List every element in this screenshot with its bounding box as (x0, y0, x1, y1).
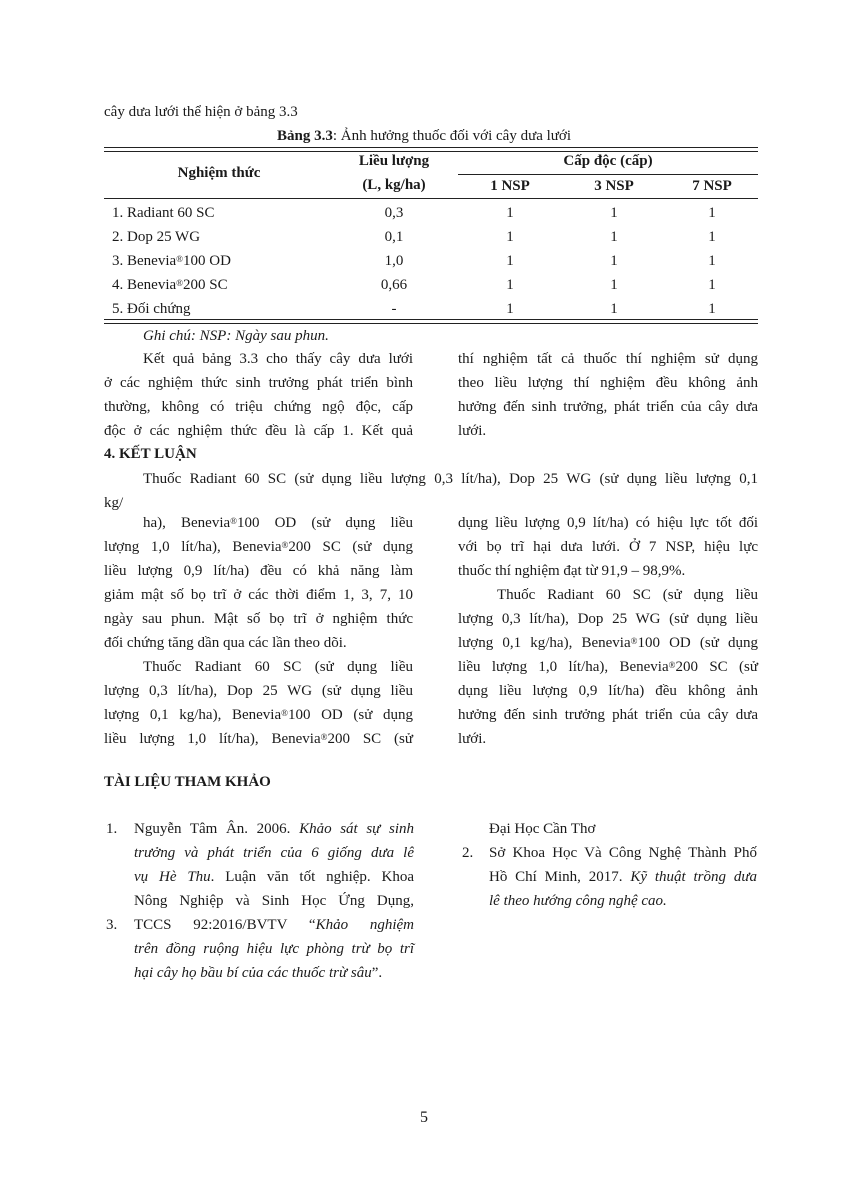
table-subheader-rule (458, 174, 758, 175)
table-cell-1nsp: 1 (506, 277, 514, 293)
conclusion-left-line: đối chứng tăng dần qua các lần theo dõi. (104, 635, 347, 651)
table-bottom-rule (104, 319, 758, 324)
table-cell-1nsp: 1 (506, 301, 514, 317)
conclusion-right-line: hưởng đến sinh trưởng phát triển của cây dưa (458, 707, 758, 723)
col-header-1nsp: 1 NSP (490, 178, 530, 194)
table-cell-3nsp: 1 (610, 253, 618, 269)
col-header-3nsp: 3 NSP (594, 178, 634, 194)
table-cell-dose: 0,1 (384, 229, 404, 245)
table-caption (0, 126, 848, 146)
col-header-grade: Cấp độc (cấp) (563, 153, 653, 169)
conclusion-left-line: lượng 0,1 kg/ha), Benevia®100 OD (sử dụng (104, 707, 413, 723)
table-caption-text: : Ảnh hưởng thuốc đối với cây dưa lưới (332, 128, 571, 144)
results-right-line: theo liều lượng thí nghiệm đều không ảnh (458, 375, 758, 391)
conclusion-right-line: dụng liều lượng 0,9 lít/ha) có hiệu lực tốt đối (458, 515, 758, 531)
conclusion-left-line: Thuốc Radiant 60 SC (sử dụng liều (143, 659, 413, 675)
table-cell-treatment: 4. Benevia®200 SC (112, 277, 228, 293)
table-cell-3nsp: 1 (610, 229, 618, 245)
table-cell-3nsp: 1 (610, 301, 618, 317)
ref1-number: 1. (106, 821, 118, 837)
table-cell-7nsp: 1 (708, 301, 716, 317)
ref3-line: trên đồng ruộng hiệu lực phòng trừ bọ trĩ (134, 941, 414, 957)
table-cell-treatment: 3. Benevia®100 OD (112, 253, 231, 269)
conclusion-right-line: lượng 0,3 lít/ha), Dop 25 WG (sử dụng liều (458, 611, 758, 627)
ref3-line: hại cây họ bầu bí của các thuốc trừ sâu”. (134, 965, 383, 981)
results-right-line: lưới. (458, 423, 487, 439)
conclusion-right-line: lượng 0,1 kg/ha), Benevia®100 OD (sử dụng (458, 635, 758, 651)
conclusion-heading: 4. KẾT LUẬN (104, 446, 197, 462)
conclusion-full-line: Thuốc Radiant 60 SC (sử dụng liều lượng 0,3 lít/ha), Dop 25 WG (sử dụng liều lượng 0,1 (143, 471, 758, 487)
conclusion-left-line: ngày sau phun. Mật số bọ trĩ ở nghiệm thức (104, 611, 413, 627)
intro-line: cây dưa lưới thể hiện ở bảng 3.3 (104, 104, 298, 120)
conclusion-left-line: lượng 0,3 lít/ha), Dop 25 WG (sử dụng liều (104, 683, 413, 699)
conclusion-left-line: liều lượng 1,0 lít/ha), Benevia®200 SC (sử (104, 731, 413, 747)
col-header-dose-line2: (L, kg/ha) (362, 177, 426, 193)
conclusion-right-line: lưới. (458, 731, 487, 747)
table-cell-3nsp: 1 (610, 205, 618, 221)
ref2-line: lê theo hướng công nghệ cao. (489, 893, 667, 909)
table-cell-7nsp: 1 (708, 229, 716, 245)
table-cell-dose: 1,0 (384, 253, 404, 269)
table-caption-label: Bảng 3.3 (276, 128, 333, 144)
col-header-7nsp: 7 NSP (692, 178, 732, 194)
table-cell-dose: 0,3 (384, 205, 404, 221)
results-right-line: hưởng đến sinh trưởng, phát triển của cây dưa (458, 399, 758, 415)
col-header-dose-line1: Liều lượng (358, 153, 430, 169)
ref1-line: Đại Học Cần Thơ (489, 821, 596, 837)
page-number: 5 (420, 1109, 428, 1126)
conclusion-left-line: liều lượng 0,9 lít/ha) đều có khả năng làm (104, 563, 413, 579)
table-cell-1nsp: 1 (506, 229, 514, 245)
conclusion-full-line-2: kg/ (104, 495, 124, 511)
conclusion-right-line: thuốc thí nghiệm đạt từ 91,9 – 98,9%. (458, 563, 686, 579)
table-cell-treatment: 2. Dop 25 WG (112, 229, 201, 245)
ref3-line: TCCS 92:2016/BVTV “Khảo nghiệm (134, 917, 414, 933)
results-left-line: ở các nghiệm thức sinh trưởng phát triển bình (104, 375, 413, 391)
table-header-rule (104, 198, 758, 199)
ref2-number: 2. (462, 845, 474, 861)
conclusion-right-line: dụng liều lượng 0,9 lít/ha) đều không ảnh (458, 683, 758, 699)
ref1-line: Nguyễn Tâm Ân. 2006. Khảo sát sự sinh (134, 821, 414, 837)
table-cell-7nsp: 1 (708, 253, 716, 269)
conclusion-right-line: liều lượng 1,0 lít/ha), Benevia®200 SC (sử (458, 659, 758, 675)
results-right-line: thí nghiệm tất cả thuốc thí nghiệm sử dụng (458, 351, 758, 367)
table-cell-7nsp: 1 (708, 277, 716, 293)
conclusion-left-line: giảm mật số bọ trĩ ở các thời điểm 1, 3, 7, 10 (104, 587, 413, 603)
results-left-line: Kết quả bảng 3.3 cho thấy cây dưa lưới (143, 351, 413, 367)
table-cell-treatment: 5. Đối chứng (112, 301, 191, 317)
table-cell-1nsp: 1 (506, 205, 514, 221)
col-header-treatment: Nghiệm thức (177, 165, 261, 181)
ref1-line: trưởng và phát triển của 6 giống dưa lê (134, 845, 414, 861)
ref3-number: 3. (106, 917, 118, 933)
table-cell-treatment: 1. Radiant 60 SC (112, 205, 215, 221)
results-left-line: thường, không có triệu chứng ngộ độc, cấp (104, 399, 413, 415)
table-cell-1nsp: 1 (506, 253, 514, 269)
ref2-line: Sở Khoa Học Và Công Nghệ Thành Phố (489, 845, 757, 861)
results-left-line: độc ở các nghiệm thức đều là cấp 1. Kết quả (104, 423, 413, 439)
conclusion-right-line: Thuốc Radiant 60 SC (sử dụng liều (497, 587, 758, 603)
table-cell-3nsp: 1 (610, 277, 618, 293)
table-cell-dose: - (391, 301, 397, 317)
conclusion-right-line: với bọ trĩ hại dưa lưới. Ở 7 NSP, hiệu lực (458, 539, 758, 555)
table-cell-7nsp: 1 (708, 205, 716, 221)
conclusion-left-line: ha), Benevia®100 OD (sử dụng liều (143, 515, 413, 531)
table-cell-dose: 0,66 (380, 277, 408, 293)
conclusion-left-line: lượng 1,0 lít/ha), Benevia®200 SC (sử dụng (104, 539, 414, 555)
ref2-line: Hồ Chí Minh, 2017. Kỹ thuật trồng dưa (489, 869, 757, 885)
ref1-line: Nông Nghiệp và Sinh Học Ứng Dụng, (134, 893, 414, 909)
table-note: Ghi chú: NSP: Ngày sau phun. (143, 328, 329, 344)
references-heading: TÀI LIỆU THAM KHẢO (104, 774, 271, 790)
ref1-line: vụ Hè Thu. Luận văn tốt nghiệp. Khoa (134, 869, 414, 885)
